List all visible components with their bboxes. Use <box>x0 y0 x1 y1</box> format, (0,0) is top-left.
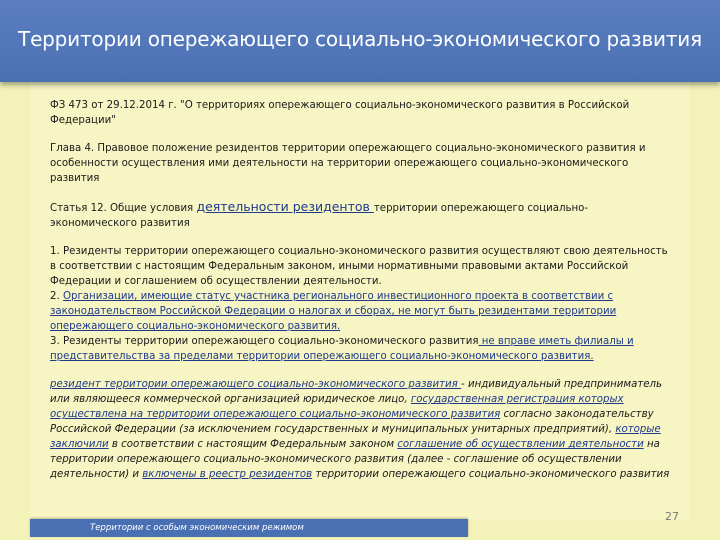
item-3 <box>50 334 670 364</box>
definition-text-2: согласно законодательству Российской Федерации (за исключением государственных и муниципальных унитарных предприятий), <box>50 409 654 435</box>
footer-label: Территории с особым экономическим режимом <box>90 523 304 533</box>
article-heading <box>50 199 670 231</box>
definition-concluded[interactable]: которые заключили <box>50 424 661 450</box>
document-body <box>50 98 670 482</box>
article-prefix: Статья 12. Общие условия <box>50 203 197 214</box>
item-2-prefix: 2. <box>50 291 63 302</box>
chapter-heading: Глава 4. Правовое положение резидентов территории опережающего социально-экономического развития и особенности осуществления ими деятельности на территории опережающего социально-экономического развития <box>50 143 646 184</box>
definition-term[interactable]: резидент территории опережающего социально-экономического развития <box>50 379 462 390</box>
definition-text-3: в соответствии с настоящим Федеральным законом <box>108 439 398 450</box>
item-2-suffix: Российской Федерации о налогах и сборах, не могут быть резидентами территории опережающего социально-экономического развития. <box>50 306 617 332</box>
definition-text-1: - индивидуальный предприниматель или являющееся коммерческой организацией юридическое лицо, <box>50 379 663 405</box>
item-1: 1. Резиденты территории опережающего социально-экономического развития осуществляют свою деятельность в соответствии с настоящим Федеральным законом, иными нормативными правовыми актами Российской Федерации и соглашением об осуществлении деятельности. <box>50 246 668 287</box>
definition-text-5: территории опережающего социально-экономического развития <box>312 469 670 480</box>
law-reference: ФЗ 473 от 29.12.2014 г. "О территориях опережающего социально-экономического развития в Российской Федерации" <box>50 100 630 126</box>
item-2 <box>50 289 670 334</box>
item-2-link[interactable]: Организации, имеющие статус участника регионального инвестиционного проекта в соответствии с законодательством <box>50 291 614 317</box>
definition-registry[interactable]: включены в реестр резидентов <box>142 469 313 480</box>
item-3-link[interactable]: не вправе иметь филиалы и представительства за пределами территории опережающего социально-экономического развития. <box>50 336 634 362</box>
resident-definition <box>50 377 670 482</box>
article-suffix: территории опережающего социально-экономического развития <box>50 203 589 229</box>
definition-registration[interactable]: государственная регистрация которых осуществлена на территории опережающего социально-экономического развития <box>50 394 624 420</box>
page-number: 27 <box>665 510 679 523</box>
definition-agreement[interactable]: соглашение об осуществлении деятельности <box>397 439 644 450</box>
title-bar <box>0 0 720 82</box>
definition-text-4: на территории опережающего социально-экономического развития (далее - соглашение об осуществлении деятельности) и <box>50 439 660 480</box>
item-3-prefix: 3. Резиденты территории опережающего социально-экономического развития <box>50 336 479 347</box>
article-keyword-link[interactable]: деятельности резидентов <box>196 199 374 214</box>
page-title: Территории опережающего социально-экономического развития <box>18 27 702 51</box>
